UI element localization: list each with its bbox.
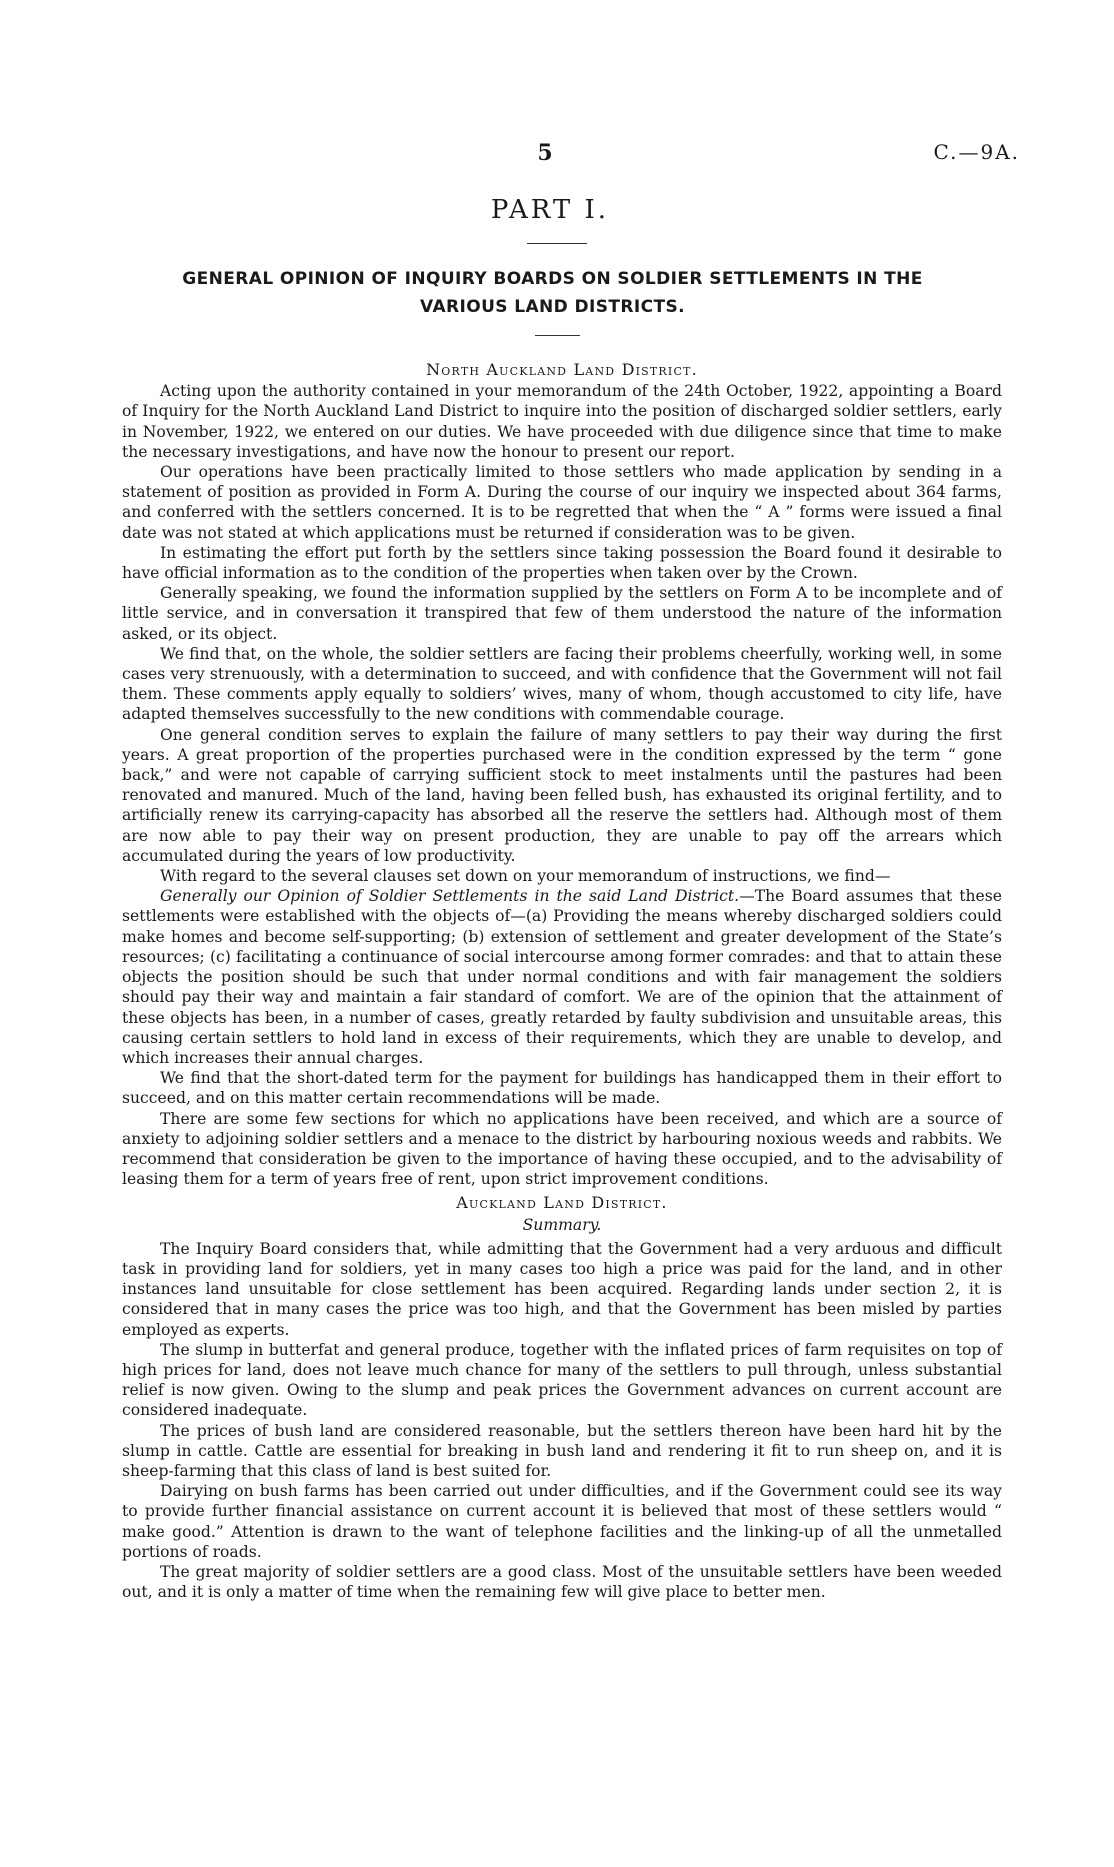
opinion-text: —The Board assumes that these settlements were established with the objects of—(a) Providing the means whereby discharged soldiers could make homes and become self-supporting; (b) extension of settlement and greater development of the State’s resources; (c) facilitating a continuance of social intercourse among former comrades: and that to attain these objects the position should be such that under normal conditions and with fair management the soldiers should pay their way and maintain a fair standard of comfort. We are of the opinion that the attainment of these objects has been, in a number of cases, greatly retarded by faulty subdivision and unsuitable areas, this causing certain settlers to hold land in excess of their requirements, which they are unable to develop, and which increases their annual charges. (122, 887, 1002, 1067)
main-heading-line-2: VARIOUS LAND DISTRICTS. (420, 297, 685, 317)
document-reference: C.—9A. (933, 140, 1020, 164)
opinion-paragraph (122, 886, 1002, 1068)
opinion-heading: Generally our Opinion of Soldier Settlements in the said Land District. (160, 887, 740, 906)
paragraph: The great majority of soldier settlers are a good class. Most of the unsuitable settlers have been weeded out, and it is only a matter of time when the remaining few will give place to better men. (122, 1562, 1002, 1602)
section-subtitle-summary: Summary. (522, 1215, 602, 1234)
section-title-north-auckland: North Auckland Land District. (426, 360, 698, 379)
paragraph: Our operations have been practically limited to those settlers who made application by sending in a statement of position as provided in Form A. During the course of our inquiry we inspected about 364 farms, and conferred with the settlers concerned. It is to be regretted that when the “ A ” forms were issued a final date was not stated at which applications must be returned if consideration was to be given. (122, 463, 1002, 542)
main-heading-line-1: GENERAL OPINION OF INQUIRY BOARDS ON SOLDIER SETTLEMENTS IN THE (182, 269, 923, 289)
paragraph: Dairying on bush farms has been carried out under difficulties, and if the Government could see its way to provide further financial assistance on current account it is believed that most of these settlers would “ make good.” Attention is drawn to the want of telephone facilities and the linking-up of all the unmetalled portions of roads. (122, 1482, 1002, 1561)
main-heading (130, 265, 975, 321)
paragraph: With regard to the several clauses set down on your memorandum of instructions, we find— (160, 867, 891, 886)
section-title-auckland: Auckland Land District. (456, 1193, 668, 1213)
paragraph: Generally speaking, we found the information supplied by the settlers on Form A to be incomplete and of little service, and in conversation it transpired that few of them understood the nature of the information asked, or its object. (122, 584, 1002, 643)
part-title: PART I. (490, 195, 610, 225)
paragraph: The slump in butterfat and general produce, together with the inflated prices of farm requisites on top of high prices for land, does not leave much chance for many of the settlers to pull through, unless substantial relief is now given. Owing to the slump and peak prices the Government advances on current account are considered inadequate. (122, 1340, 1002, 1420)
divider-rule (535, 335, 580, 336)
paragraph: There are some few sections for which no applications have been received, and which are a source of anxiety to adjoining soldier settlers and a menace to the district by harbouring noxious weeds and rabbits. We recommend that consideration be given to the importance of having these occupied, and to the advisability of leasing them for a term of years free of rent, upon strict improvement conditions. (122, 1109, 1002, 1189)
paragraph: We find that the short-dated term for the payment for buildings has handicapped them in their effort to succeed, and on this matter certain recommendations will be made. (122, 1069, 1002, 1108)
report-body (122, 360, 1002, 1602)
paragraph: One general condition serves to explain the failure of many settlers to pay their way during the first years. A great proportion of the properties purchased were in the condition expressed by the term “ gone back,” and were not capable of carrying sufficient stock to meet instalments until the pastures had been renovated and manured. Much of the land, having been felled bush, has exhausted its original fertility, and to artificially renew its carrying-capacity has absorbed all the reserve the settlers had. Although most of them are now able to pay their way on present production, they are unable to pay off the arrears which accumulated during the years of low productivity. (122, 725, 1002, 865)
divider-rule (527, 243, 587, 244)
page-number: 5 (537, 140, 553, 166)
paragraph: Acting upon the authority contained in your memorandum of the 24th October, 1922, appointing a Board of Inquiry for the North Auckland Land District to inquire into the position of discharged soldier settlers, early in November, 1922, we entered on our duties. We have proceeded with due diligence since that time to make the necessary investigations, and have now the honour to present our report. (122, 382, 1002, 461)
paragraph: In estimating the effort put forth by the settlers since taking possession the Board found it desirable to have official information as to the condition of the properties when taken over by the Crown. (122, 543, 1002, 583)
paragraph: The Inquiry Board considers that, while admitting that the Government had a very arduous and difficult task in providing land for soldiers, yet in many cases too high a price was paid for the land, and in other instances land unsuitable for close settlement has been acquired. Regarding lands under section 2, it is considered that in many cases the price was too high, and that the Government has been misled by parties employed as experts. (122, 1239, 1002, 1339)
paragraph: We find that, on the whole, the soldier settlers are facing their problems cheerfully, working well, in some cases very strenuously, with a determination to succeed, and with confidence that the Government will not fail them. These comments apply equally to soldiers’ wives, many of whom, though accustomed to city life, have adapted themselves successfully to the new conditions with commendable courage. (122, 644, 1002, 724)
paragraph: The prices of bush land are considered reasonable, but the settlers thereon have been hard hit by the slump in cattle. Cattle are essential for breaking in bush land and rendering it fit to run sheep on, and it is sheep-farming that this class of land is best suited for. (122, 1421, 1002, 1480)
